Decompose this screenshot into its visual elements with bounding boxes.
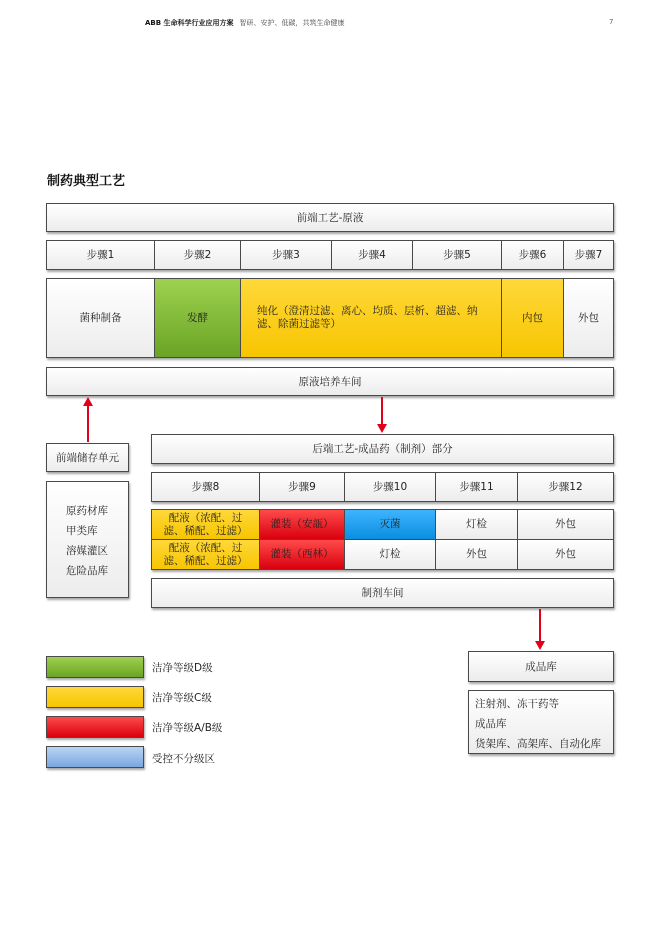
downstream-workshop: 制剂车间 [151,578,614,608]
downstream-steps-row [151,472,614,502]
step-10: 步骤10 [344,472,436,502]
step-6: 步骤6 [501,240,564,270]
finished-title: 成品库 [468,651,614,682]
step-2: 步骤2 [154,240,241,270]
process-purification: 纯化（澄清过滤、离心、均质、层析、超滤、纳滤、除菌过滤等） [240,278,502,358]
step-9: 步骤9 [259,472,345,502]
legend-swatch-controlled [46,746,144,768]
process-sterilization: 灭菌 [344,509,436,540]
storage-item: 甲类库 [66,525,98,537]
finished-list [468,690,614,754]
legend-label-c: 洁净等级C级 [152,692,212,704]
process-outer-pack: 外包 [517,509,614,540]
arrow-down-line [381,397,383,424]
process-inspection: 灯检 [344,539,436,570]
arrow-up-line [87,405,89,442]
process-seed-prep: 菌种制备 [46,278,155,358]
legend-label-d: 洁净等级D级 [152,662,213,674]
finished-item: 注射剂、冻干药等 [475,698,559,710]
process-inner-pack: 内包 [501,278,564,358]
step-1: 步骤1 [46,240,155,270]
process-inspection: 灯检 [435,509,518,540]
upstream-process-row [46,278,614,358]
page-number: 7 [609,18,614,26]
downstream-banner: 后端工艺-成品药（制剂）部分 [151,434,614,464]
process-filling-vial: 灌装（西林） [259,539,345,570]
finished-item: 货架库、高架库、自动化库 [475,738,601,750]
process-filling-ampoule: 灌装（安瓿） [259,509,345,540]
page-header [145,18,345,28]
arrow-down-icon [377,424,387,433]
step-5: 步骤5 [412,240,502,270]
header-brand: ABB 生命科学行业应用方案 [145,19,234,27]
step-12: 步骤12 [517,472,614,502]
process-outer-pack: 外包 [563,278,614,358]
process-fermentation: 发酵 [154,278,241,358]
finished-item: 成品库 [475,718,507,730]
legend-label-ab: 洁净等级A/B级 [152,722,223,734]
step-7: 步骤7 [563,240,614,270]
storage-item: 溶媒灌区 [66,545,108,557]
legend-label-controlled: 受控不分级区 [152,753,215,765]
arrow-down-icon [535,641,545,650]
upstream-steps-row [46,240,614,270]
process-outer-pack: 外包 [517,539,614,570]
step-11: 步骤11 [435,472,518,502]
page-title: 制药典型工艺 [47,174,126,189]
legend-swatch-c [46,686,144,708]
process-solution-prep: 配液（浓配、过滤、稀配、过滤） [151,539,260,570]
step-3: 步骤3 [240,240,332,270]
step-8: 步骤8 [151,472,260,502]
process-outer-pack: 外包 [435,539,518,570]
downstream-process-grid [151,509,614,570]
storage-item: 原药材库 [66,505,108,517]
header-tagline: 智研、安护、低碳，共筑生命健康 [239,19,345,27]
upstream-banner: 前端工艺-原液 [46,203,614,232]
process-solution-prep: 配液（浓配、过滤、稀配、过滤） [151,509,260,540]
arrow-down-line [539,609,541,642]
legend-swatch-d [46,656,144,678]
storage-list [46,481,129,598]
step-4: 步骤4 [331,240,413,270]
upstream-workshop: 原液培养车间 [46,367,614,396]
storage-title: 前端储存单元 [46,443,129,472]
storage-item: 危险品库 [66,565,108,577]
legend-swatch-ab [46,716,144,738]
